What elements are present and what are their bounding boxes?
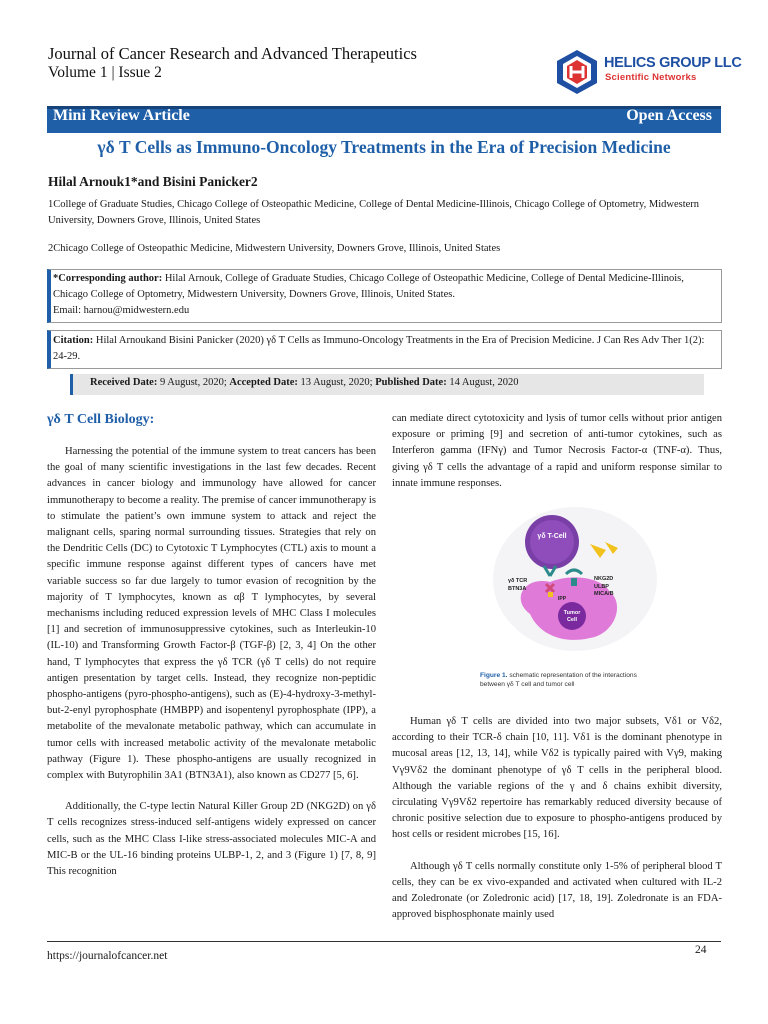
open-access-label: Open Access — [626, 107, 712, 124]
right-column-bottom — [392, 714, 722, 938]
citation-text: Hilal Arnoukand Bisini Panicker (2020) γδ T Cells as Immuno-Oncology Treatments in the Era of Precision Medicine. J Can Res Adv Ther 1(2): 24-29. — [53, 335, 705, 362]
journal-title: Journal of Cancer Research and Advanced Therapeutics — [48, 44, 417, 63]
accepted-label: Accepted Date: — [229, 377, 298, 388]
figure-caption — [480, 671, 660, 689]
figure-caption-label: Figure 1. — [480, 672, 508, 679]
fig-ipp-label: IPP — [558, 596, 567, 602]
affiliation-2: 2Chicago College of Osteopathic Medicine, Midwestern University, Downers Grove, Illinois, United States — [48, 243, 501, 254]
footer-url[interactable]: https://journalofcancer.net — [47, 950, 168, 962]
received-date: 9 August, 2020; — [157, 377, 230, 388]
paragraph: Additionally, the C-type lectin Natural Killer Group 2D (NKG2D) on γδ T cells recognizes stress-induced self-antigens widely expressed on cancer cells, such as the MHC Class I-like stress-associated molecules MIC-A and MIC-B or the UL-16 binding proteins ULBP-1, 2, and 3 (Figure 1) [7, 8, 9] This recognition — [47, 801, 376, 878]
fig-tcell-label: γδ T-Cell — [537, 533, 567, 540]
article-title: γδ T Cells as Immuno-Oncology Treatments in the Era of Precision Medicine — [97, 137, 671, 157]
fig-cell-label: Cell — [566, 617, 578, 623]
published-label: Published Date: — [375, 377, 447, 388]
published-date: 14 August, 2020 — [446, 377, 519, 388]
affiliation-1: 1College of Graduate Studies, Chicago College of Osteopathic Medicine, College of Dental Medicine-Illinois, Chicago College of Optometry, Midwestern University, Downers Grove, Illinois, United States — [48, 199, 700, 226]
journal-volume: Volume 1 | Issue 2 — [48, 64, 162, 81]
fig-tumor-label: Tumor — [563, 610, 581, 616]
fig-tcr-label: γδ TCR — [508, 578, 528, 584]
citation-label: Citation: — [53, 335, 94, 346]
corresponding-author — [53, 271, 713, 319]
paragraph: Although γδ T cells normally constitute only 1-5% of peripheral blood T cells, they can be ex vivo-expanded and activated when cultured with IL-2 and Zoledronate (or Zoledronic acid) [17, 18, 19]. Zoledronate is an FDA-approved bisphosphonate mainly used — [392, 860, 722, 921]
left-column — [47, 444, 376, 895]
logo-name: HELICS GROUP LLC — [604, 55, 742, 71]
paragraph: can mediate direct cytotoxicity and lysis of tumor cells without prior antigen exposure or priming [9] and secretion of anti-tumor cytokines, such as Interferon gamma (IFNγ) and Tumor Necrosis Factor-α (TNF-α). Thus, giving γδ T cells the advantage of a rapid and uniform response similar to innate immune responses. — [392, 413, 722, 489]
dates — [90, 377, 518, 388]
received-label: Received Date: — [90, 377, 158, 388]
paragraph: Human γδ T cells are divided into two major subsets, Vδ1 or Vδ2, according to their TCR-δ chain [10, 11]. Vδ1 is the dominant phenotype in mucosal areas [12, 13, 14], while Vδ2 is typically paired with Vγ9, making Vγ9Vδ2 the dominant phenotype of γδ T cells in the peripheral blood. Although the variable regions of the γ and δ chains exhibit diversity, circulating Vγ9Vδ2 repertoire has remarkably reduced diversity because of chronic positive selection due to exposure to phospho-antigens produced by host cells or resident microbes [15, 16]. — [392, 716, 722, 841]
fig-ulbp-label: ULBP — [594, 584, 609, 590]
article-type: Mini Review Article — [53, 107, 190, 124]
logo-tagline: Scientific Networks — [605, 72, 697, 83]
fig-btn-label: BTN3A — [508, 586, 527, 592]
authors: Hilal Arnouk1*and Bisini Panicker2 — [48, 174, 258, 189]
accepted-date: 13 August, 2020; — [297, 377, 376, 388]
page-number: 24 — [695, 944, 707, 956]
corresponding-label: *Corresponding author: — [53, 273, 163, 284]
corresponding-text: Hilal Arnouk, College of Graduate Studies, Chicago College of Osteopathic Medicine, College of Dental Medicine-Illinois, Chicago College of Optometry, Midwestern University, Downers Grove, Illinois, United States. — [53, 273, 684, 300]
fig-nkg-label: NKG2D — [594, 576, 614, 582]
corresponding-email[interactable]: Email: harnou@midwestern.edu — [53, 305, 190, 316]
citation — [53, 333, 713, 365]
figure-caption-text: schematic representation of the interactions between γδ T cell and tumor cell — [480, 672, 637, 688]
footer-rule — [47, 941, 721, 942]
right-column-top — [392, 411, 722, 507]
figure-1 — [490, 504, 660, 654]
fig-mica-label: MICA/B — [594, 591, 614, 597]
section-heading: γδ T Cell Biology: — [47, 412, 155, 427]
paragraph: Harnessing the potential of the immune system to treat cancers has been the goal of many scientific investigations in the last few decades. Recent advances in cancer biology and immunology have allowed for cancer immunotherapy to become a reality. The premise of cancer immunotherapy is to stimulate the patient’s own immune system to attack and reject the malignant cells, sparing normal surrounding tissues. Strategies that rely on the Dendritic Cells (DC) to Cytotoxic T Lymphocytes (CTL) axis to mount a specific immune response against different types of cancers have met variable success so far due largely to tumor evasion of recognition by the majority of T lymphocytes, known as αβ T lymphocytes, by several mechanisms including reduced expression levels of MHC Class I molecules [1] and secretion of immunosuppressive cytokines, such as Interleukin-10 (IL-10) and Transforming Growth Factor-β (TGF-β) [2, 3, 4] On the other hand, T lymphocytes that express the γδ TCR (γδ T cells) do not require antigen presentation by target cells. Instead, they recognize non-peptidic phospho-antigens (pyro-phospho-antigens), such as (E)-4-hydroxy-3-methyl-but-2-enyl pyrophosphate (HMBPP) and isopentenyl pyrophosphate (IPP), a metabolite of the mevalonate metabolic pathway, which can accumulate in tumor cells with increased metabolic activity of the mevalonate metabolic pathway (Figure 1). These phospho-antigens are usually recognized in complex with Butyrophilin 3A1 (BTN3A1), also known as CD277 [5, 6]. — [47, 446, 376, 782]
